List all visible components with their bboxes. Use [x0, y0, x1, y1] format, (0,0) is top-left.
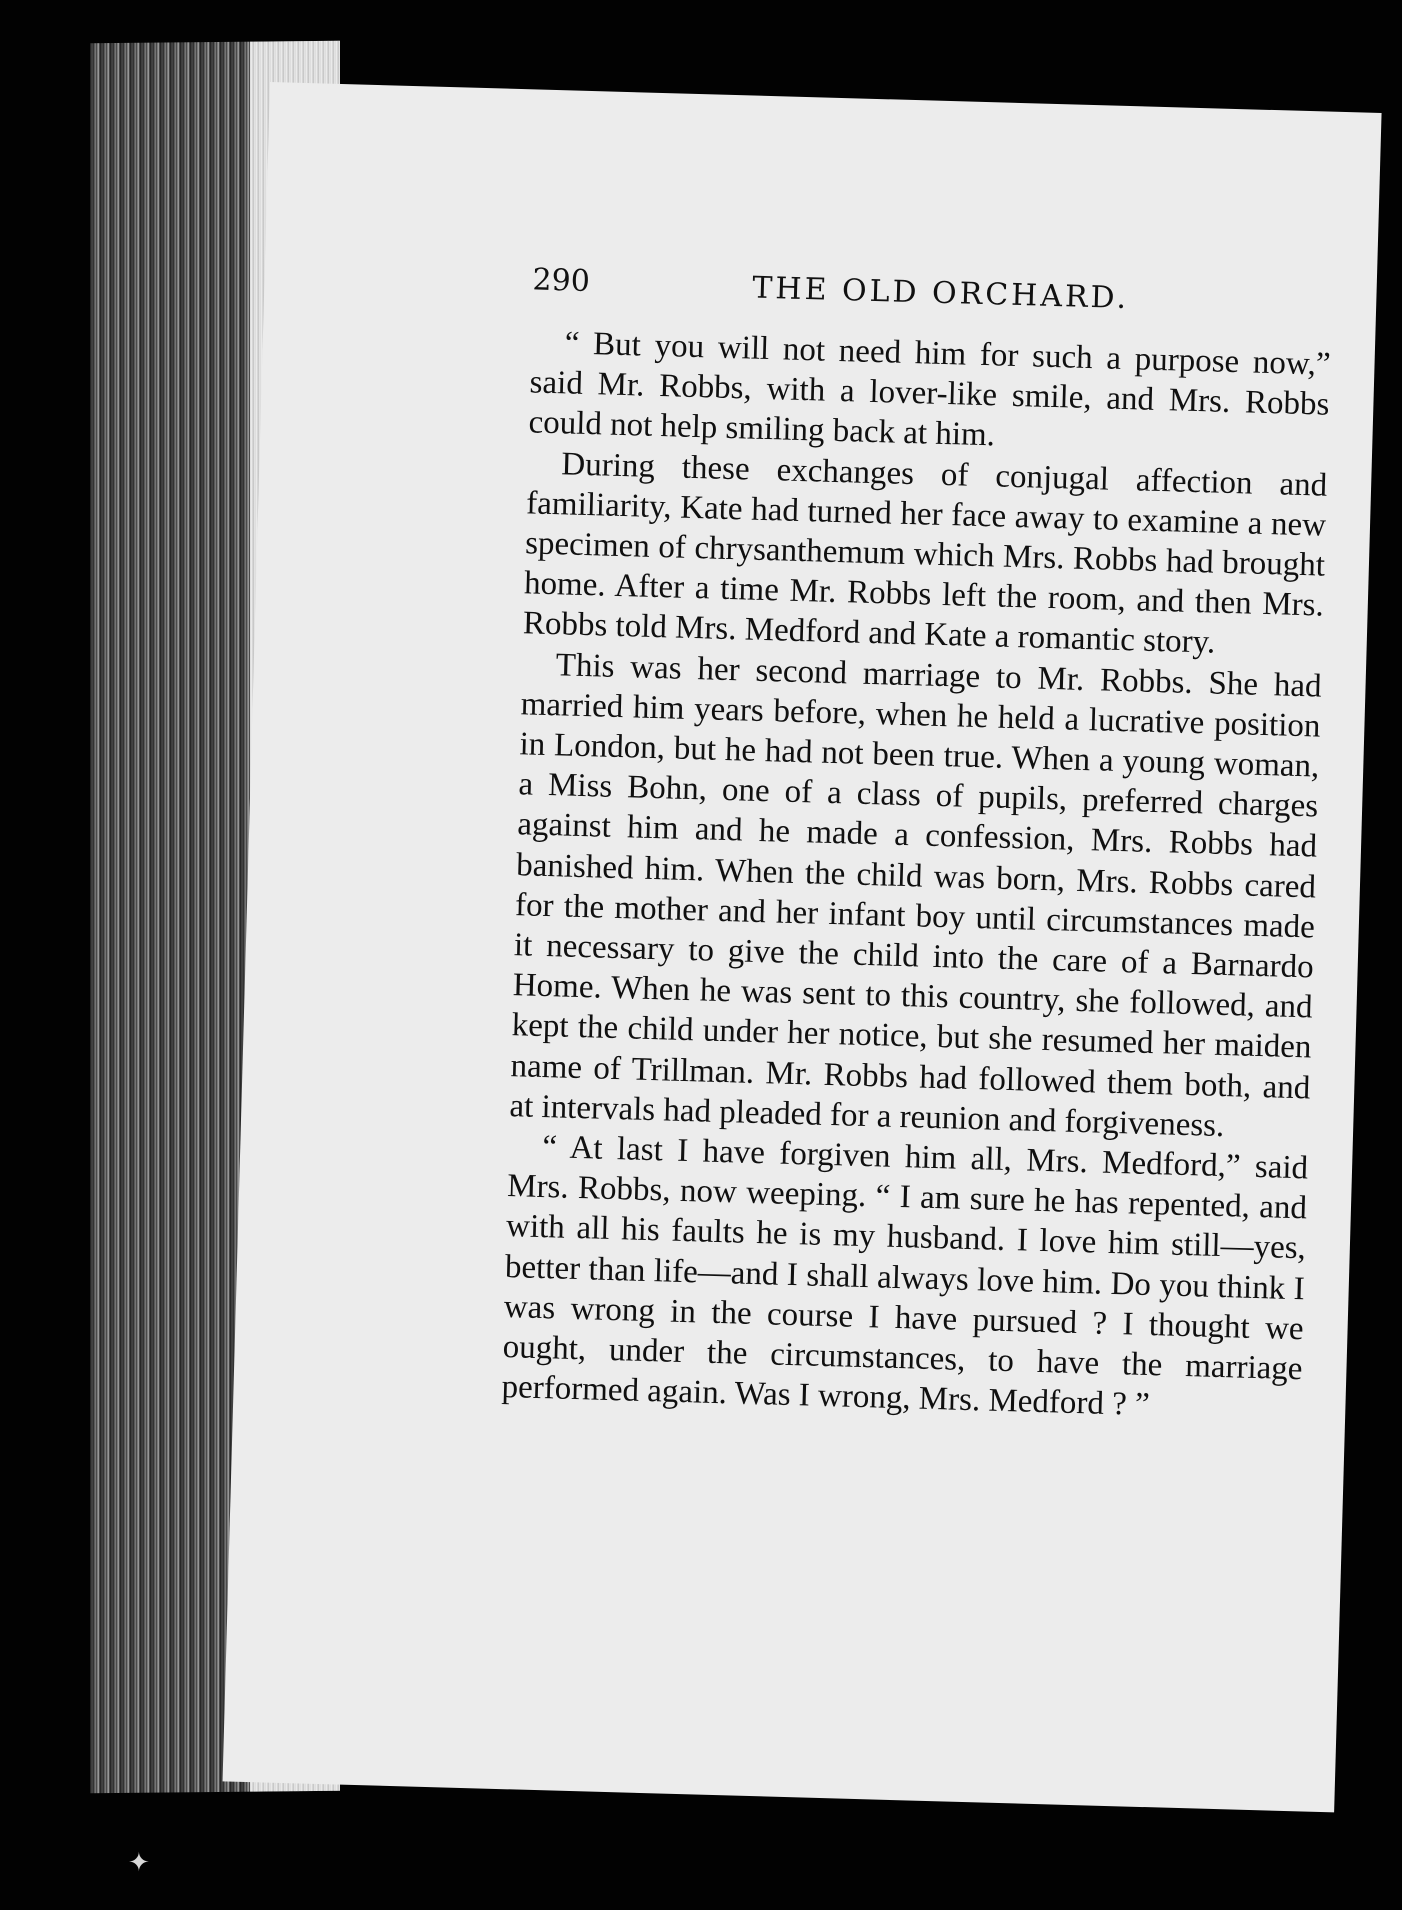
page-number: 290: [532, 262, 591, 300]
scan-artifact-mark: ✦: [128, 1848, 150, 1878]
paragraph-2: During these exchanges of conjugal affection and familiarity, Kate had turned her face away to examine a new specimen of chrysanthemum which Mrs. Robbs had brought home. After a time Mr. Robbs left the room, and then Mrs. Robbs told Mrs. Medford and Kate a romantic story.: [522, 445, 1328, 662]
book-page: [223, 82, 1382, 1812]
paragraph-4: “ At last I have forgiven him all, Mrs. Medford,” said Mrs. Robbs, now weeping. “ I am sure he has repented, and with all his faults he is my husband. I love him still—yes, better than life—and I shall always love him. Do you think I was wrong in the course I have pursued ? I thought we ought, under the circumstances, to have the marriage performed again. Was I wrong, Mrs. Medford ? ”: [501, 1129, 1309, 1424]
page-text-block: [501, 262, 1333, 1429]
running-header: [532, 262, 1333, 330]
paragraph-3: This was her second marriage to Mr. Robbs. She had married him years before, when he held a lucrative position in London, but he had not been true. When a young woman, a Miss Bohn, one of a class of pupils, preferred charges against him and he made a confession, Mrs. Robbs had banished him. When the child was born, Mrs. Robbs cared for the mother and her infant boy until circumstances made it necessary to give the child into the care of a Barnardo Home. When he was sent to this country, she followed, and kept the child under her notice, but she resumed her maiden name of Trillman. Mr. Robbs had followed them both, and at intervals had pleaded for a reunion and forgiveness.: [509, 646, 1323, 1144]
running-title: THE OLD ORCHARD.: [751, 270, 1130, 317]
paragraph-1: “ But you will not need him for such a purpose now,” said Mr. Robbs, with a lover-like smile, and Mrs. Robbs could not help smiling back at him.: [528, 325, 1332, 454]
